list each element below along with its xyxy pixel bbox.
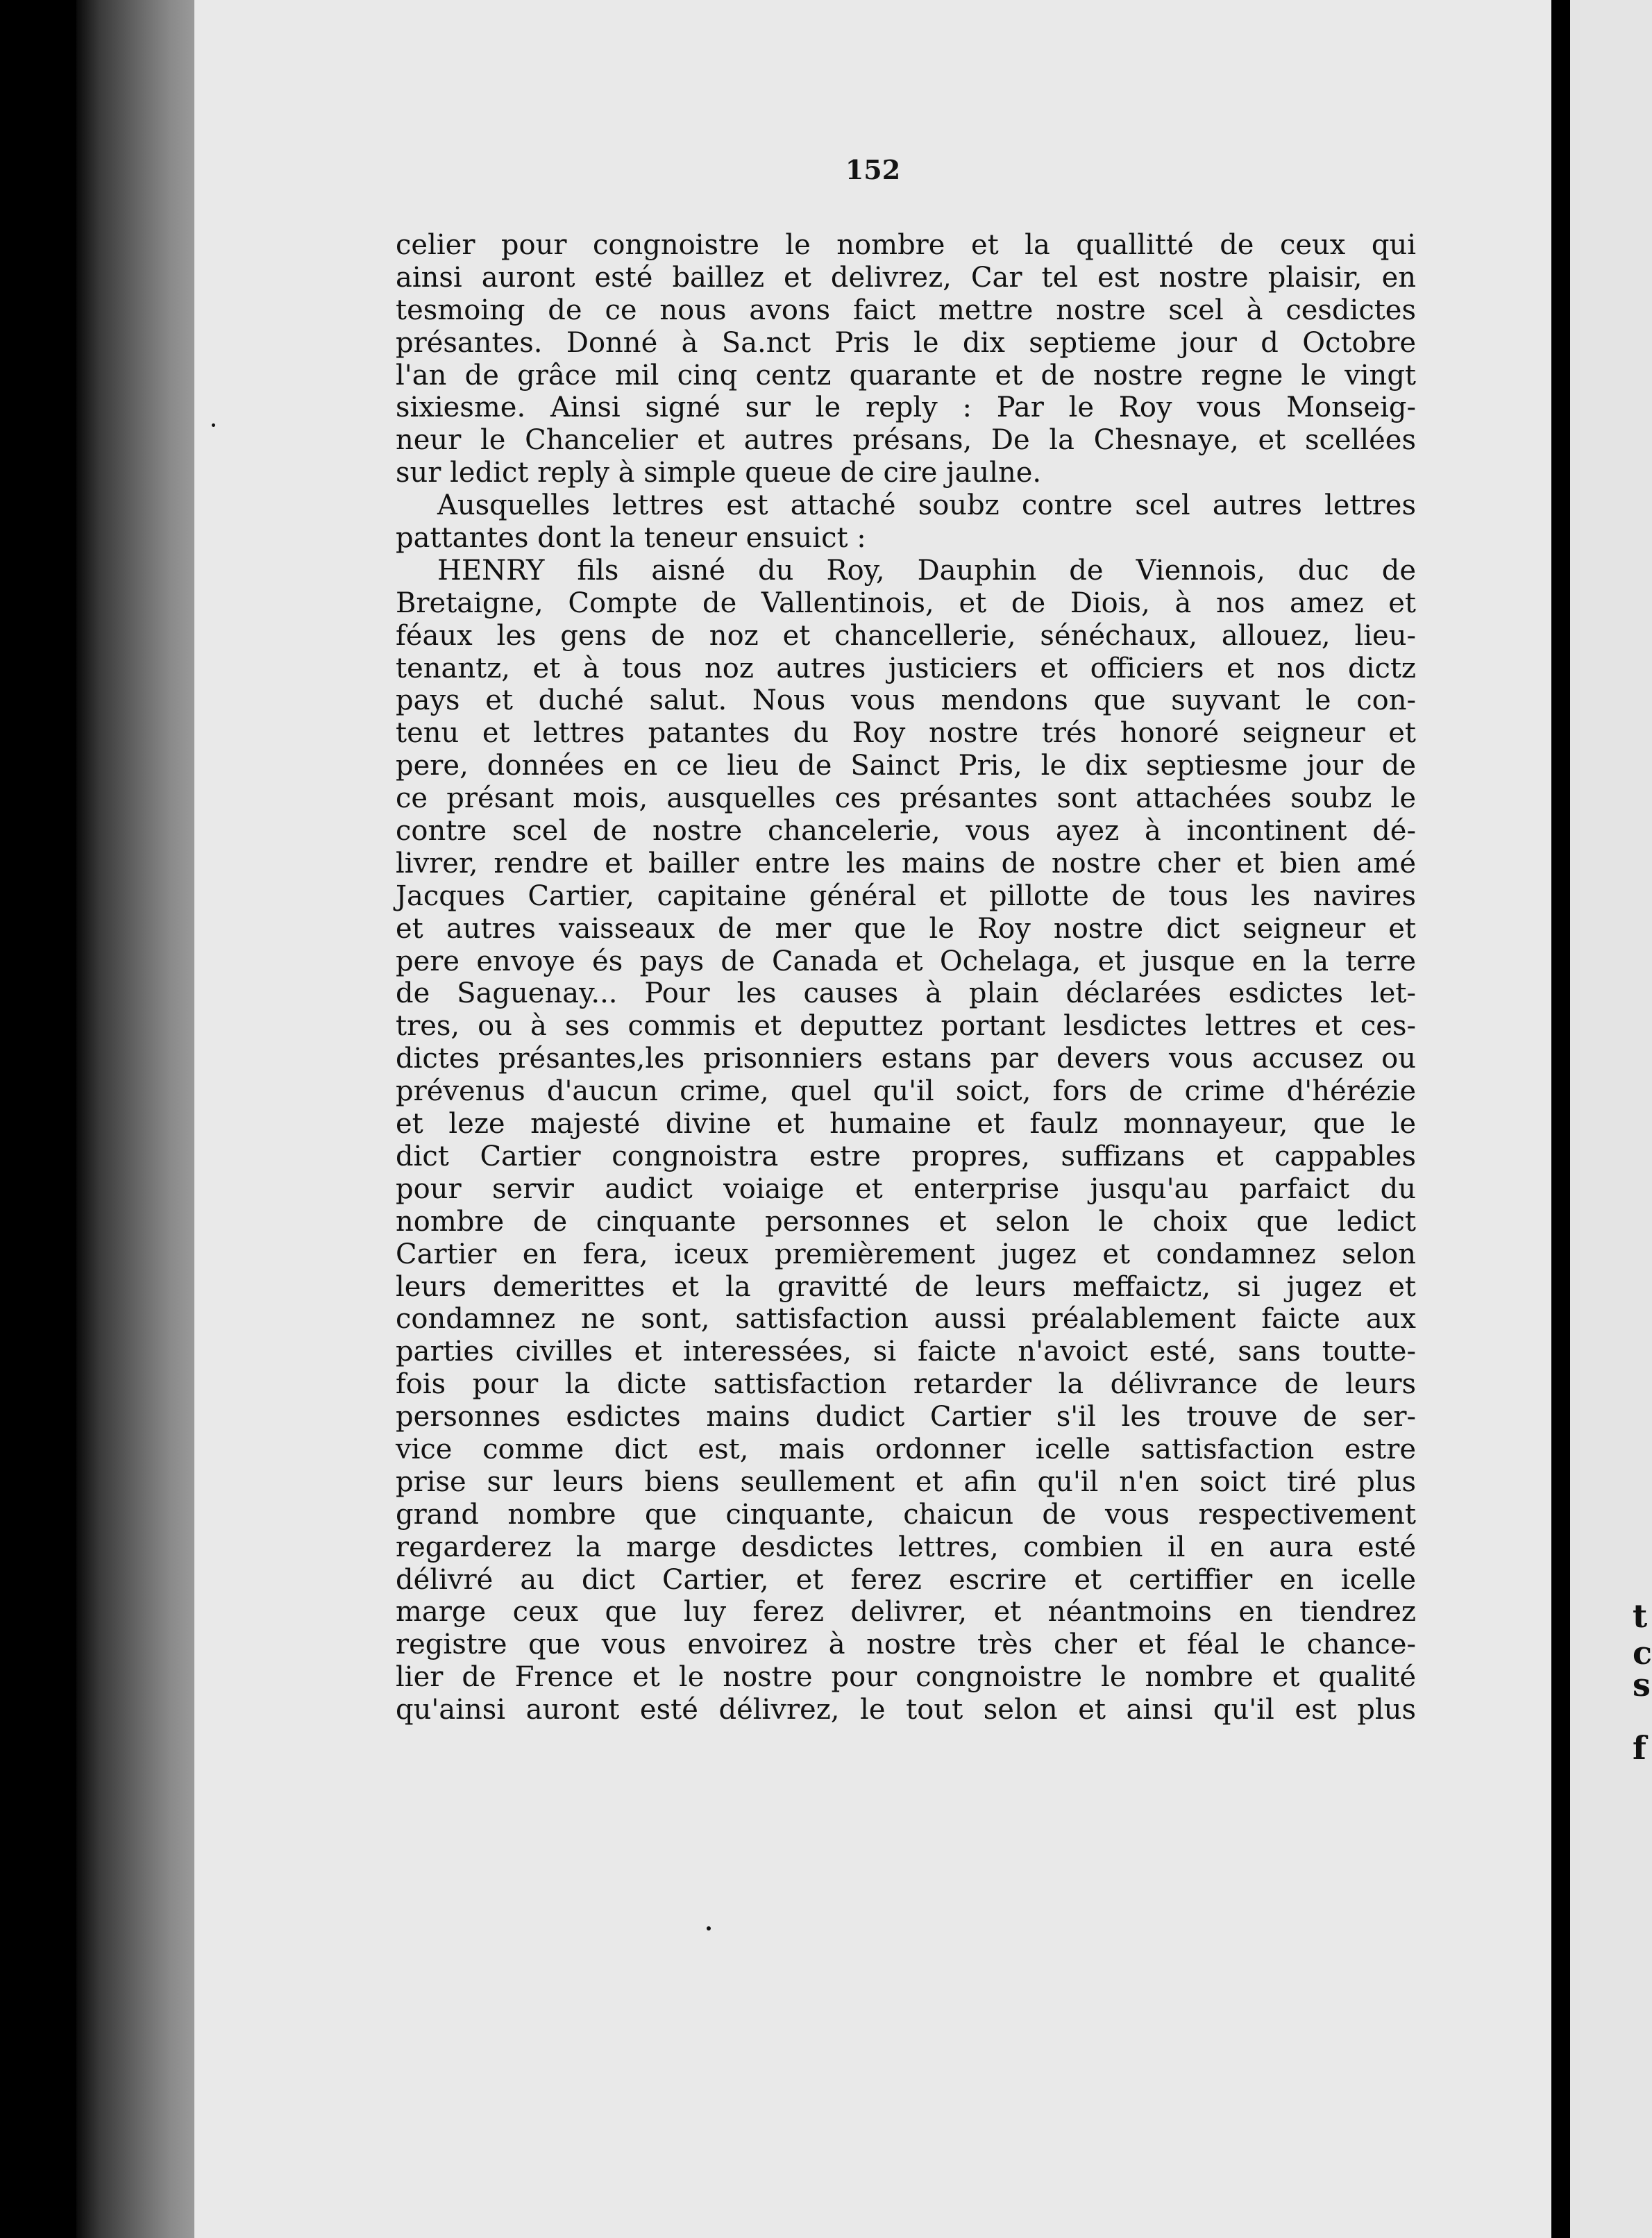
text-line: registre que vous envoirez à nostre très cher et féal le chance- xyxy=(396,1629,1416,1661)
text-line: pere envoye és pays de Canada et Ochelaga, et jusque en la terre xyxy=(396,945,1416,977)
text-line: marge ceux que luy ferez delivrer, et néantmoins en tiendrez xyxy=(396,1596,1416,1629)
text-line: prise sur leurs biens seullement et afin qu'il n'en soict tiré plus xyxy=(396,1465,1416,1498)
book-binding-edge xyxy=(76,0,194,2238)
text-line: de Saguenay... Pour les causes à plain déclarées esdictes let- xyxy=(396,977,1416,1010)
text-line: HENRY fils aisné du Roy, Dauphin de Viennois, duc de xyxy=(437,554,1416,587)
text-line: livrer, rendre et bailler entre les mains de nostre cher et bien amé xyxy=(396,847,1416,880)
text-line: prévenus d'aucun crime, quel qu'il soict, fors de crime d'hérézie xyxy=(396,1075,1416,1108)
text-line: pays et duché salut. Nous vous mendons que suyvant le con- xyxy=(396,684,1416,717)
text-line: Jacques Cartier, capitaine général et pillotte de tous les navires xyxy=(396,880,1416,912)
text-line: tenu et lettres patantes du Roy nostre trés honoré seigneur et xyxy=(396,717,1416,750)
text-line: neur le Chancelier et autres présans, De la Chesnaye, et scellées xyxy=(396,424,1416,457)
next-page-fragment: f xyxy=(1633,1729,1646,1767)
next-page-fragment: c xyxy=(1633,1634,1652,1672)
text-line: et leze majesté divine et humaine et faulz monnayeur, que le xyxy=(396,1108,1416,1141)
scan-speck xyxy=(212,423,215,427)
text-line: tesmoing de ce nous avons faict mettre nostre scel à cesdictes xyxy=(396,294,1416,326)
next-page-fragment: s xyxy=(1633,1666,1651,1703)
text-line: tres, ou à ses commis et deputtez portant lesdictes lettres et ces- xyxy=(396,1010,1416,1043)
text-line: parties civilles et interessées, si faicte n'avoict esté, sans toutte- xyxy=(396,1336,1416,1368)
text-line: sur ledict reply à simple queue de cire jaulne. xyxy=(396,457,1042,489)
text-line: condamnez ne sont, sattisfaction aussi préalablement faicte aux xyxy=(396,1303,1416,1336)
scan-speck xyxy=(707,1926,711,1930)
text-line: celier pour congnoistre le nombre et la quallitté de ceux qui xyxy=(396,229,1416,261)
text-line: personnes esdictes mains dudict Cartier s'il les trouve de ser- xyxy=(396,1401,1416,1433)
text-line: sixiesme. Ainsi signé sur le reply : Par le Roy vous Monseig- xyxy=(396,392,1416,424)
text-line: regarderez la marge desdictes lettres, combien il en aura esté xyxy=(396,1531,1416,1563)
page-gutter xyxy=(1551,0,1570,2238)
text-line: pere, données en ce lieu de Sainct Pris, le dix septiesme jour de xyxy=(396,750,1416,782)
text-line: tenantz, et à tous noz autres justiciers et officiers et nos dictz xyxy=(396,652,1416,684)
text-line: féaux les gens de noz et chancellerie, sénéchaux, allouez, lieu- xyxy=(396,619,1416,652)
text-line: présantes. Donné à Sa.nct Pris le dix septieme jour d Octobre xyxy=(396,326,1416,359)
text-line: Bretaigne, Compte de Vallentinois, et de Diois, à nos amez et xyxy=(396,587,1416,619)
text-line: nombre de cinquante personnes et selon le choix que ledict xyxy=(396,1205,1416,1238)
text-line: pour servir audict voiaige et enterprise jusqu'au parfaict du xyxy=(396,1172,1416,1205)
text-line: dictes présantes,les prisonniers estans par devers vous accusez ou xyxy=(396,1043,1416,1075)
text-line: et autres vaisseaux de mer que le Roy nostre dict seigneur et xyxy=(396,912,1416,945)
text-line: délivré au dict Cartier, et ferez escrire et certiffier en icelle xyxy=(396,1563,1416,1596)
body-text xyxy=(396,229,1416,1726)
text-line: lier de Frence et le nostre pour congnoistre le nombre et qualité xyxy=(396,1661,1416,1694)
text-line: qu'ainsi auront esté délivrez, le tout selon et ainsi qu'il est plus xyxy=(396,1694,1416,1726)
text-line: pattantes dont la teneur ensuict : xyxy=(396,522,866,555)
next-page-fragment: t xyxy=(1633,1597,1648,1635)
text-line: dict Cartier congnoistra estre propres, suffizans et cappables xyxy=(396,1140,1416,1172)
text-line: Cartier en fera, iceux premièrement jugez et condamnez selon xyxy=(396,1238,1416,1270)
text-line: ainsi auront esté baillez et delivrez, Car tel est nostre plaisir, en xyxy=(396,261,1416,294)
text-line: l'an de grâce mil cinq centz quarante et de nostre regne le vingt xyxy=(396,359,1416,392)
page-number: 152 xyxy=(845,154,901,185)
text-line: ce présant mois, ausquelles ces présantes sont attachées soubz le xyxy=(396,782,1416,815)
next-page-edge xyxy=(1570,0,1652,2238)
text-line: grand nombre que cinquante, chaicun de vous respectivement xyxy=(396,1498,1416,1531)
text-line: leurs demerittes et la gravitté de leurs meffaictz, si jugez et xyxy=(396,1270,1416,1303)
text-line: fois pour la dicte sattisfaction retarder la délivrance de leurs xyxy=(396,1368,1416,1401)
text-line: vice comme dict est, mais ordonner icelle sattisfaction estre xyxy=(396,1433,1416,1465)
text-line: contre scel de nostre chancelerie, vous ayez à incontinent dé- xyxy=(396,815,1416,848)
text-line: Ausquelles lettres est attaché soubz contre scel autres lettres xyxy=(437,489,1416,522)
